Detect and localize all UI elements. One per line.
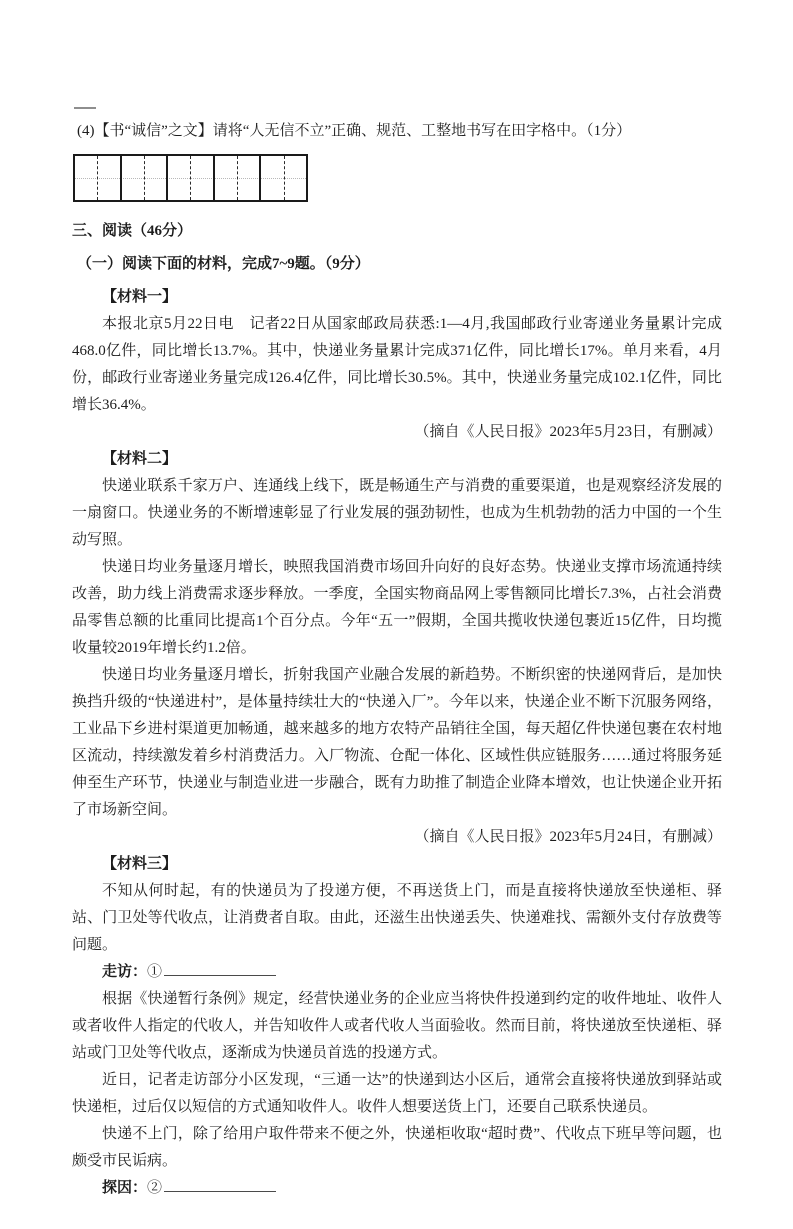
grid-cell-dashed-midline <box>284 156 285 200</box>
cause-answer-blank[interactable] <box>164 1176 276 1192</box>
grid-cell[interactable] <box>215 156 262 200</box>
exam-page <box>0 107 793 1229</box>
material-3-heading: 【材料三】 <box>102 856 178 872</box>
material-3-paragraph-4: 快递不上门，除了给用户取件带来不便之外，快递柜收取“超时费”、代收点下班早等问题，也颇受市民诟病。 <box>72 1126 722 1169</box>
visit-prompt-line <box>72 959 722 986</box>
material-1-citation: （摘自《人民日报》2023年5月23日，有删减） <box>414 424 722 440</box>
material-2-paragraph-2: 快递日均业务量逐月增长，映照我国消费市场回升向好的良好态势。快递业支撑市场流通持续改善，助力线上消费需求逐步释放。一季度，全国实物商品网上零售额同比增长7.3%，占社会消费品零售总额的比重同比提高1个百分点。今年“五一”假期，全国共揽收快递包裹近15亿件，日均揽收量较2019年增长约1.2倍。 <box>72 559 722 656</box>
grid-cell-dashed-midline <box>190 156 191 200</box>
subsection-title-part1: （一）阅读下面的材料，完成7~9题。（9分） <box>77 256 370 272</box>
cause-label: 探因： <box>102 1180 148 1196</box>
question-4-prompt: (4)【书“诚信”之文】请将“人无信不立”正确、规范、工整地书写在田字格中。（1分） <box>77 123 632 139</box>
grid-cell-dashed-midline <box>144 156 145 200</box>
writing-grid <box>73 154 308 202</box>
material-2-paragraph-1: 快递业联系千家万户、连通线上线下，既是畅通生产与消费的重要渠道，也是观察经济发展的一扇窗口。快递业务的不断增速彰显了行业发展的强劲韧性，也成为生机勃勃的活力中国的一个生动写照。 <box>72 478 722 548</box>
grid-cell-dashed-midline <box>237 156 238 200</box>
material-3-paragraph-2: 根据《快递暂行条例》规定，经营快递业务的企业应当将快件投递到约定的收件地址、收件人或者收件人指定的代收人，并告知收件人或者代收人当面验收。然而目前，将快递放至快递柜、驿站或门卫处等代收点，逐渐成为快递员首选的投递方式。 <box>72 991 722 1061</box>
grid-cell[interactable] <box>75 156 122 200</box>
material-3-paragraph-3: 近日，记者走访部分小区发现，“三通一达”的快递到达小区后，通常会直接将快递放到驿站或快递柜，过后仅以短信的方式通知收件人。收件人想要送货上门，还要自己联系快递员。 <box>72 1072 722 1115</box>
grid-cell[interactable] <box>168 156 215 200</box>
grid-cell[interactable] <box>122 156 169 200</box>
grid-cell-dashed-midline <box>97 156 98 200</box>
material-2-citation: （摘自《人民日报》2023年5月24日，有删减） <box>414 829 722 845</box>
material-1-heading: 【材料一】 <box>102 289 178 305</box>
page-dash-mark <box>74 107 96 109</box>
cause-prompt-line <box>72 1175 722 1202</box>
visit-marker-circled-1: ① <box>147 964 163 980</box>
material-3-paragraph-1: 不知从何时起，有的快递员为了投递方便，不再送货上门，而是直接将快递放至快递柜、驿站、门卫处等代收点，让消费者自取。由此，还滋生出快递丢失、快递难找、需额外支付存放费等问题。 <box>72 883 722 953</box>
section-title-reading: 三、阅读（46分） <box>72 223 193 239</box>
material-1-paragraph-1: 本报北京5月22日电 记者22日从国家邮政局获悉:1—4月,我国邮政行业寄递业务量累计完成468.0亿件，同比增长13.7%。其中，快递业务量累计完成371亿件，同比增长17%。单月来看，4月份，邮政行业寄递业务量完成126.4亿件，同比增长30.5%。其中，快递业务量完成102.1亿件，同比增长36.4%。 <box>72 316 722 413</box>
grid-cell[interactable] <box>261 156 306 200</box>
cause-marker-circled-2: ② <box>147 1180 163 1196</box>
material-2-paragraph-3: 快递日均业务量逐月增长，折射我国产业融合发展的新趋势。不断织密的快递网背后，是加快换挡升级的“快递进村”，是体量持续壮大的“快递入厂”。今年以来，快递企业不断下沉服务网络，工业品下乡进村渠道更加畅通，越来越多的地方农特产品销往全国，每天超亿件快递包裹在农村地区流动，持续激发着乡村消费活力。入厂物流、仓配一体化、区域性供应链服务……通过将服务延伸至生产环节，快递业与制造业进一步融合，既有力助推了制造企业降本增效，也让快递企业开拓了市场新空间。 <box>72 667 722 818</box>
visit-label: 走访： <box>102 964 148 980</box>
material-2-heading: 【材料二】 <box>102 451 178 467</box>
visit-answer-blank[interactable] <box>164 960 276 976</box>
